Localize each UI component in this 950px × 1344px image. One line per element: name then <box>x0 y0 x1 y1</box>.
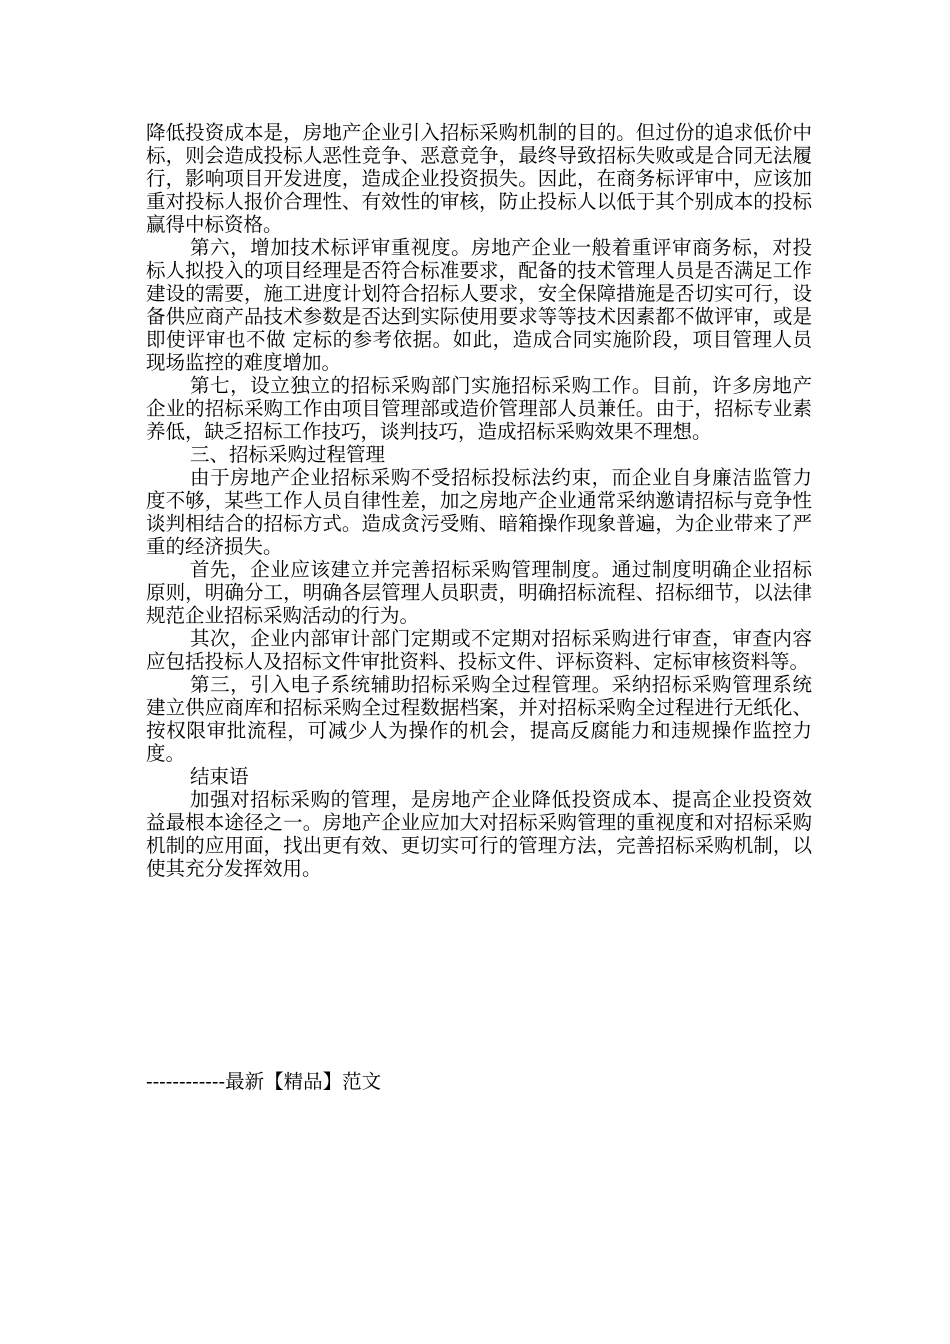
paragraph: 其次，企业内部审计部门定期或不定期对招标采购进行审查，审查内容应包括投标人及招标文件审批资料、投标文件、评标资料、定标审核资料等。 <box>146 627 812 673</box>
section-heading: 三、招标采购过程管理 <box>190 443 386 466</box>
paragraph: 由于房地产企业招标采购不受招标投标法约束，而企业自身廉洁监管力度不够，某些工作人员自律性差，加之房地产企业通常采纳邀请招标与竞争性谈判相结合的招标方式。造成贪污受贿、暗箱操作现象普遍，为企业带来了严重的经济损失。 <box>146 466 812 558</box>
document-body <box>146 121 812 880</box>
paragraph: 第三，引入电子系统辅助招标采购全过程管理。采纳招标采购管理系统建立供应商库和招标采购全过程数据档案，并对招标采购全过程进行无纸化、按权限审批流程，可减少人为操作的机会，提高反腐能力和违规操作监控力度。 <box>146 673 812 765</box>
footer-text: ------------最新【精品】范文 <box>146 1070 382 1093</box>
paragraph: 加强对招标采购的管理，是房地产企业降低投资成本、提高企业投资效益最根本途径之一。房地产企业应加大对招标采购管理的重视度和对招标采购机制的应用面，找出更有效、更切实可行的管理方法，完善招标采购机制，以使其充分发挥效用。 <box>146 788 812 880</box>
paragraph: 降低投资成本是，房地产企业引入招标采购机制的目的。但过份的追求低价中标，则会造成投标人恶性竞争、恶意竞争，最终导致招标失败或是合同无法履行，影响项目开发进度，造成企业投资损失。因此，在商务标评审中，应该加重对投标人报价合理性、有效性的审核，防止投标人以低于其个别成本的投标赢得中标资格。 <box>146 121 812 236</box>
paragraph: 第七，设立独立的招标采购部门实施招标采购工作。目前，许多房地产企业的招标采购工作由项目管理部或造价管理部人员兼任。由于，招标专业素养低，缺乏招标工作技巧，谈判技巧，造成招标采购效果不理想。 <box>146 374 812 443</box>
section-heading: 结束语 <box>190 765 249 788</box>
paragraph: 首先，企业应该建立并完善招标采购管理制度。通过制度明确企业招标原则，明确分工，明确各层管理人员职责，明确招标流程、招标细节，以法律规范企业招标采购活动的行为。 <box>146 558 812 627</box>
paragraph: 第六，增加技术标评审重视度。房地产企业一般着重评审商务标，对投标人拟投入的项目经理是否符合标准要求，配备的技术管理人员是否满足工作建设的需要，施工进度计划符合招标人要求，安全保障措施是否切实可行，设备供应商产品技术参数是否达到实际使用要求等等技术因素都不做评审，或是即使评审也不做 定标的参考依据。如此，造成合同实施阶段，项目管理人员现场监控的难度增加。 <box>146 236 812 374</box>
